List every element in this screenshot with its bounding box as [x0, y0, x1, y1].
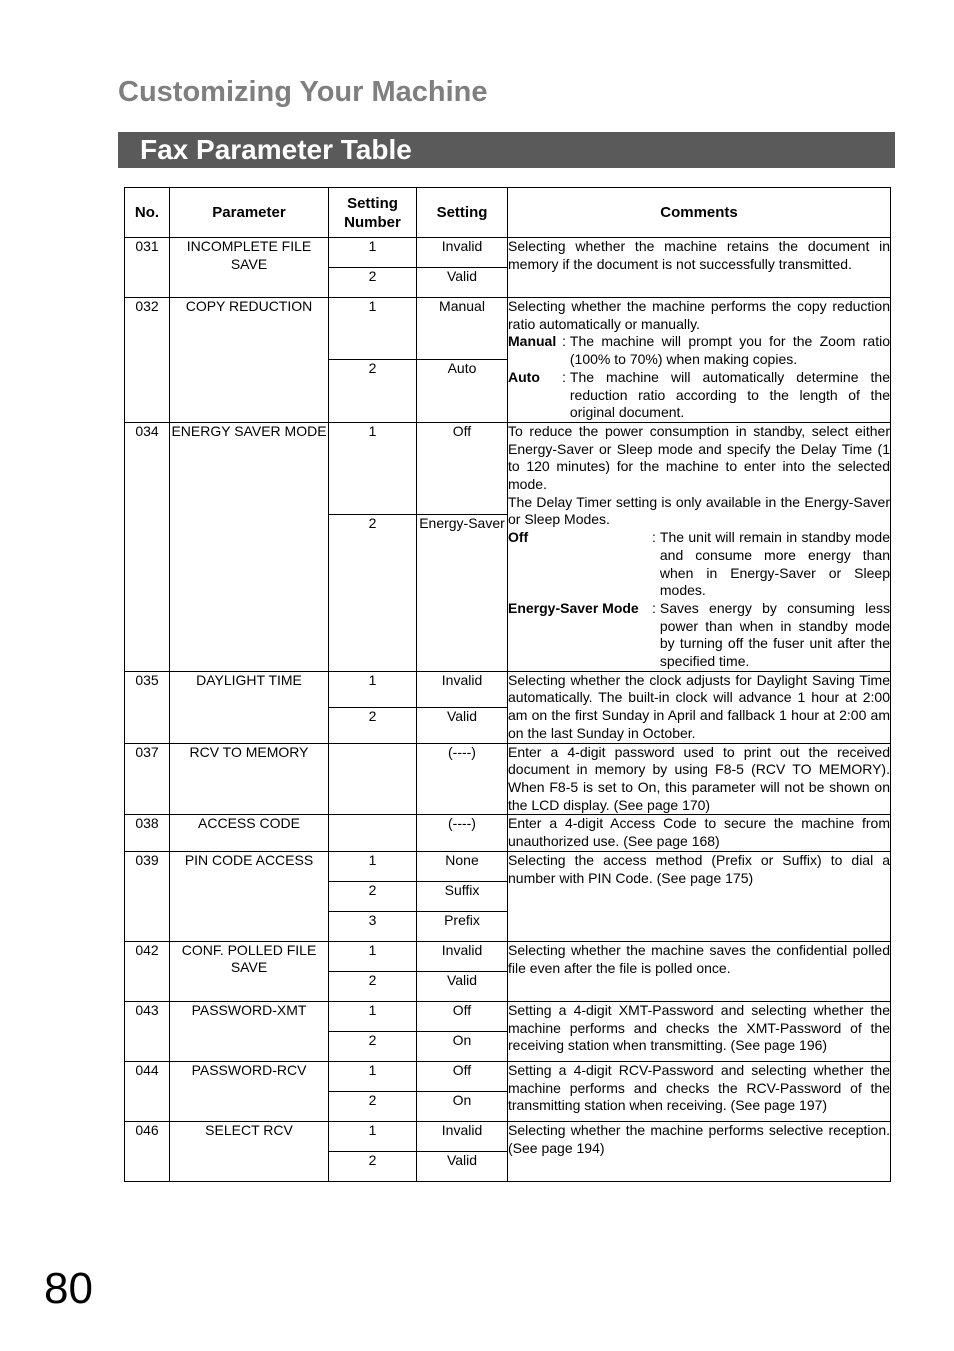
setting-value: Suffix: [417, 881, 508, 911]
detail-text: The machine will automatically determine the reduction ratio according to the length of the original document.: [569, 368, 890, 421]
setting-value: Invalid: [417, 1121, 508, 1151]
parameter-no: 038: [125, 815, 170, 851]
table-body: [125, 238, 891, 1182]
parameter-name: SELECT RCV: [170, 1121, 329, 1181]
header-no: No.: [125, 188, 170, 238]
setting-value: Valid: [417, 1151, 508, 1181]
parameter-comment: [508, 941, 891, 1001]
setting-value: (----): [417, 743, 508, 815]
setting-number: 1: [329, 1061, 417, 1091]
parameter-comment: [508, 422, 891, 671]
setting-value: Invalid: [417, 671, 508, 707]
detail-text: The unit will remain in standby mode and consume more energy than when in Energy-Saver or Sleep modes.: [659, 529, 890, 599]
parameter-comment: [508, 743, 891, 815]
chapter-title: Customizing Your Machine: [118, 76, 488, 108]
parameter-name: ACCESS CODE: [170, 815, 329, 851]
detail-label: Auto: [508, 368, 540, 385]
setting-number: [329, 743, 417, 815]
setting-number: [329, 815, 417, 851]
parameter-no: 035: [125, 671, 170, 743]
comment-text: Enter a 4-digit Access Code to secure the machine from unauthorized use. (See page 168): [508, 815, 890, 850]
setting-value: Off: [417, 422, 508, 514]
table-row: [125, 815, 891, 851]
table-row: [125, 422, 891, 514]
detail-text: The machine will prompt you for the Zoom ratio (100% to 70%) when making copies.: [569, 333, 890, 368]
setting-value: (----): [417, 815, 508, 851]
parameter-no: 037: [125, 743, 170, 815]
setting-number: 2: [329, 1091, 417, 1121]
detail-label: Energy-Saver Mode: [508, 599, 639, 616]
parameter-name: PASSWORD-RCV: [170, 1061, 329, 1121]
setting-number: 1: [329, 1001, 417, 1031]
comment-text-secondary: The Delay Timer setting is only available in the Energy-Saver or Sleep Modes.: [508, 493, 890, 528]
table-row: [125, 941, 891, 971]
setting-value: Manual: [417, 298, 508, 360]
table-row: [125, 298, 891, 360]
setting-value: Invalid: [417, 238, 508, 268]
comment-text: Setting a 4-digit XMT-Password and selecting whether the machine performs and checks the XMT-Password of the receiving station when transmitting. (See page 196): [508, 1001, 890, 1054]
parameter-comment: [508, 851, 891, 941]
parameter-no: 046: [125, 1121, 170, 1181]
setting-number: 2: [329, 360, 417, 422]
setting-number: 2: [329, 707, 417, 743]
parameter-comment: [508, 1001, 891, 1061]
parameter-comment: [508, 815, 891, 851]
parameter-comment: [508, 238, 891, 298]
setting-number: 1: [329, 851, 417, 881]
table-row: [125, 1061, 891, 1091]
parameter-no: 032: [125, 298, 170, 423]
parameter-name: PASSWORD-XMT: [170, 1001, 329, 1061]
setting-value: Off: [417, 1061, 508, 1091]
setting-value: Energy-Saver: [417, 515, 508, 672]
setting-number: 2: [329, 971, 417, 1001]
comment-text: Selecting whether the machine saves the confidential polled file even after the file is polled once.: [508, 941, 890, 976]
section-header-bar: [118, 132, 895, 168]
table-row: [125, 851, 891, 881]
parameter-no: 039: [125, 851, 170, 941]
parameter-name: INCOMPLETE FILE SAVE: [170, 238, 329, 298]
comment-text: Setting a 4-digit RCV-Password and selecting whether the machine performs and checks the RCV-Password of the transmitting station when receiving. (See page 197): [508, 1061, 890, 1114]
setting-number: 3: [329, 911, 417, 941]
parameter-no: 034: [125, 422, 170, 671]
setting-number: 2: [329, 1151, 417, 1181]
parameter-no: 044: [125, 1061, 170, 1121]
comment-text: Selecting whether the clock adjusts for Daylight Saving Time automatically. The built-in clock will advance 1 hour at 2:00 am on the first Sunday in April and fallback 1 hour at 2:00 am on the last Sunday in October.: [508, 671, 890, 741]
setting-number: 1: [329, 298, 417, 360]
page-number: 80: [44, 1264, 93, 1313]
setting-value: Prefix: [417, 911, 508, 941]
detail-separator: :: [652, 599, 656, 616]
setting-value: On: [417, 1031, 508, 1061]
detail-separator: :: [652, 529, 656, 546]
header-parameter: Parameter: [170, 188, 329, 238]
comment-detail: [508, 600, 890, 671]
parameter-name: COPY REDUCTION: [170, 298, 329, 423]
setting-value: Invalid: [417, 941, 508, 971]
parameter-name: ENERGY SAVER MODE: [170, 422, 329, 671]
setting-number: 1: [329, 238, 417, 268]
setting-value: Off: [417, 1001, 508, 1031]
table-row: [125, 671, 891, 707]
section-title: Fax Parameter Table: [140, 134, 412, 165]
comment-text: Selecting the access method (Prefix or Suffix) to dial a number with PIN Code. (See page 175): [508, 851, 890, 886]
parameter-no: 043: [125, 1001, 170, 1061]
detail-separator: :: [562, 333, 566, 350]
table-row: [125, 1001, 891, 1031]
comment-detail: [508, 333, 890, 368]
fax-parameter-table: [124, 187, 891, 1182]
comment-detail: [508, 369, 890, 422]
setting-number: 2: [329, 515, 417, 672]
setting-value: Auto: [417, 360, 508, 422]
setting-number: 1: [329, 941, 417, 971]
setting-value: None: [417, 851, 508, 881]
parameter-name: DAYLIGHT TIME: [170, 671, 329, 743]
header-comments: Comments: [508, 188, 891, 238]
parameter-no: 042: [125, 941, 170, 1001]
comment-text: Selecting whether the machine performs the copy reduction ratio automatically or manually.: [508, 298, 890, 332]
table-header-row: [125, 188, 891, 238]
comment-text: Enter a 4-digit password used to print out the received document in memory by using F8-5 (RCV TO MEMORY). When F8-5 is set to On, this parameter will not be shown on the LCD display. (See page 170): [508, 743, 890, 813]
setting-number: 1: [329, 422, 417, 514]
table-row: [125, 1121, 891, 1151]
detail-text: Saves energy by consuming less power than when in standby mode by turning off the fuser unit after the specified time.: [659, 599, 890, 670]
comment-text: Selecting whether the machine performs selective reception. (See page 194): [508, 1121, 890, 1156]
setting-number: 2: [329, 268, 417, 298]
detail-separator: :: [562, 368, 566, 385]
detail-label: Off: [508, 529, 529, 546]
header-setting-number: Setting Number: [329, 188, 417, 238]
comment-text: To reduce the power consumption in standby, select either Energy-Saver or Sleep mode and specify the Delay Time (1 to 120 minutes) for the machine to enter into the selected mode.: [508, 422, 890, 493]
parameter-no: 031: [125, 238, 170, 298]
table-row: [125, 238, 891, 268]
setting-number: 2: [329, 881, 417, 911]
header-setting: Setting: [417, 188, 508, 238]
setting-number: 2: [329, 1031, 417, 1061]
setting-number: 1: [329, 1121, 417, 1151]
parameter-comment: [508, 1121, 891, 1181]
setting-value: Valid: [417, 971, 508, 1001]
comment-detail: [508, 529, 890, 600]
parameter-name: PIN CODE ACCESS: [170, 851, 329, 941]
setting-number: 1: [329, 671, 417, 707]
parameter-name: CONF. POLLED FILE SAVE: [170, 941, 329, 1001]
setting-value: Valid: [417, 268, 508, 298]
setting-value: Valid: [417, 707, 508, 743]
parameter-name: RCV TO MEMORY: [170, 743, 329, 815]
comment-text: Selecting whether the machine retains the document in memory if the document is not successfully transmitted.: [508, 238, 890, 272]
parameter-comment: [508, 1061, 891, 1121]
parameter-comment: [508, 298, 891, 423]
detail-label: Manual: [508, 333, 557, 350]
setting-value: On: [417, 1091, 508, 1121]
parameter-comment: [508, 671, 891, 743]
table-row: [125, 743, 891, 815]
